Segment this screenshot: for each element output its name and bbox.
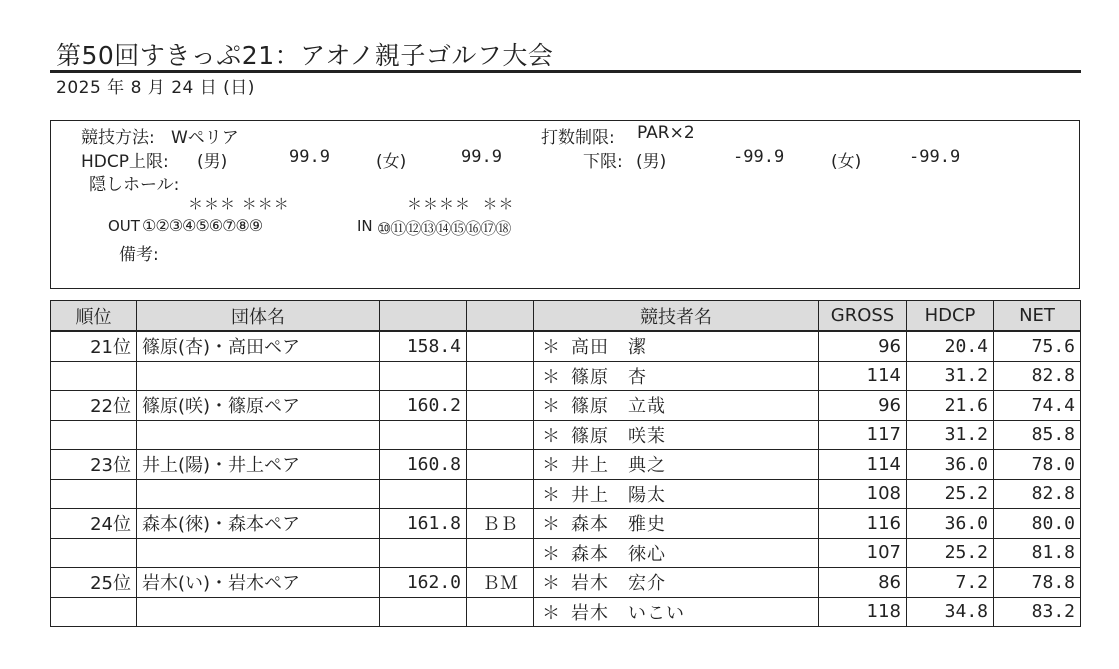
player-net: 82.8 [994,361,1081,391]
player-mark: ＊ [542,514,560,536]
table-header-row [51,301,1081,332]
team-tag [467,391,534,421]
player-name: 篠原 咲茉 [571,425,666,447]
player-mark: ＊ [542,425,560,447]
player-mark: ＊ [542,602,560,624]
player-mark: ＊ [542,484,560,506]
hdcp-lower-female-label: (女) [831,152,862,172]
player-cell [534,597,819,627]
hdcp-upper-male-value: 99.9 [289,147,330,167]
player-net: 85.8 [994,420,1081,450]
table-row [51,479,1081,509]
player-mark: ＊ [542,455,560,477]
team-name: 篠原(杏)・高田ペア [137,331,380,361]
out-label: OUT [108,217,140,235]
results-table [50,300,1081,627]
player-hdcp: 7.2 [907,568,994,598]
team-tag [467,450,534,480]
player-hdcp: 20.4 [907,331,994,361]
team-score: 160.2 [380,391,467,421]
hidden-holes-label: 隠しホール: [89,175,180,195]
player-mark: ＊ [542,396,560,418]
team-name: 篠原(咲)・篠原ペア [137,391,380,421]
table-row [51,568,1081,598]
player-hdcp: 21.6 [907,391,994,421]
player-hdcp: 36.0 [907,450,994,480]
hidden-marks-out: ＊＊＊ ＊＊＊ [188,195,290,213]
player-net: 74.4 [994,391,1081,421]
player-cell [534,391,819,421]
player-hdcp: 25.2 [907,479,994,509]
player-hdcp: 31.2 [907,361,994,391]
team-rank: 24位 [51,509,137,539]
player-name: 岩木 いこい [571,602,685,624]
player-hdcp: 25.2 [907,538,994,568]
format-label: 競技方法: [81,128,155,148]
stroke-limit-label: 打数制限: [541,128,615,148]
hidden-marks-in: ＊＊＊＊ ＊＊ [407,195,515,213]
hdcp-lower-female-value: -99.9 [909,147,961,167]
player-name: 高田 潔 [571,337,647,359]
player-name: 森本 雅史 [571,514,666,536]
player-cell [534,479,819,509]
player-gross: 108 [819,479,907,509]
hdcp-lower-male-value: -99.9 [733,147,785,167]
table-row [51,420,1081,450]
player-cell [534,361,819,391]
team-rank: 23位 [51,450,137,480]
player-hdcp: 34.8 [907,597,994,627]
team-rank: 21位 [51,331,137,361]
hdcp-upper-female-label: (女) [376,152,407,172]
table-row [51,509,1081,539]
page-title: 第50回すきっぷ21：アオノ親子ゴルフ大会 [56,41,554,70]
team-tag: ＢＢ [467,509,534,539]
player-hdcp: 36.0 [907,509,994,539]
player-net: 78.0 [994,450,1081,480]
team-tag [467,331,534,361]
table-row [51,538,1081,568]
player-mark: ＊ [542,573,560,595]
team-score: 158.4 [380,331,467,361]
player-net: 83.2 [994,597,1081,627]
player-net: 78.8 [994,568,1081,598]
table-row [51,597,1081,627]
player-gross: 114 [819,450,907,480]
player-cell [534,509,819,539]
hdcp-upper-label: HDCP上限: [81,152,169,172]
col-hdcp: HDCP [907,301,994,332]
player-gross: 117 [819,420,907,450]
col-rank: 順位 [51,301,137,332]
player-gross: 114 [819,361,907,391]
col-net: NET [994,301,1081,332]
player-name: 篠原 杏 [571,366,647,388]
hdcp-lower-label: 下限: [583,152,623,172]
team-rank: 22位 [51,391,137,421]
col-tag [467,301,534,332]
hdcp-upper-female-value: 99.9 [461,147,502,167]
table-row [51,361,1081,391]
team-tag: ＢＭ [467,568,534,598]
player-mark: ＊ [542,543,560,565]
col-player: 競技者名 [534,301,819,332]
hdcp-upper-male-label: (男) [197,152,228,172]
team-score: 161.8 [380,509,467,539]
player-net: 75.6 [994,331,1081,361]
player-cell [534,450,819,480]
stroke-limit-value: PAR×2 [637,123,695,143]
player-net: 82.8 [994,479,1081,509]
remarks-label: 備考: [119,245,159,265]
col-gross: GROSS [819,301,907,332]
format-value: Wペリア [171,128,239,148]
player-mark: ＊ [542,337,560,359]
player-cell [534,331,819,361]
col-team: 団体名 [137,301,380,332]
player-mark: ＊ [542,366,560,388]
team-rank: 25位 [51,568,137,598]
team-name: 井上(陽)・井上ペア [137,450,380,480]
table-row [51,331,1081,361]
in-holes: ⑩⑪⑫⑬⑭⑮⑯⑰⑱ [377,219,511,238]
player-name: 井上 典之 [571,455,666,477]
player-cell [534,568,819,598]
player-net: 81.8 [994,538,1081,568]
event-date: 2025 年 8 月 24 日 (日) [56,78,255,98]
team-score: 160.8 [380,450,467,480]
player-name: 井上 陽太 [571,484,666,506]
player-gross: 118 [819,597,907,627]
player-hdcp: 31.2 [907,420,994,450]
player-cell [534,538,819,568]
player-name: 岩木 宏介 [571,573,666,595]
in-label: IN [357,217,373,235]
out-holes: ①②③④⑤⑥⑦⑧⑨ [142,216,263,235]
player-gross: 107 [819,538,907,568]
player-name: 森本 徠心 [571,543,666,565]
player-gross: 96 [819,331,907,361]
table-row [51,450,1081,480]
team-name: 森本(徠)・森本ペア [137,509,380,539]
table-row [51,391,1081,421]
team-name: 岩木(い)・岩木ペア [137,568,380,598]
player-gross: 86 [819,568,907,598]
team-score: 162.0 [380,568,467,598]
player-name: 篠原 立哉 [571,396,666,418]
col-score [380,301,467,332]
player-cell [534,420,819,450]
player-gross: 116 [819,509,907,539]
player-gross: 96 [819,391,907,421]
player-net: 80.0 [994,509,1081,539]
hdcp-lower-male-label: (男) [636,152,667,172]
competition-info-box [50,120,1080,289]
